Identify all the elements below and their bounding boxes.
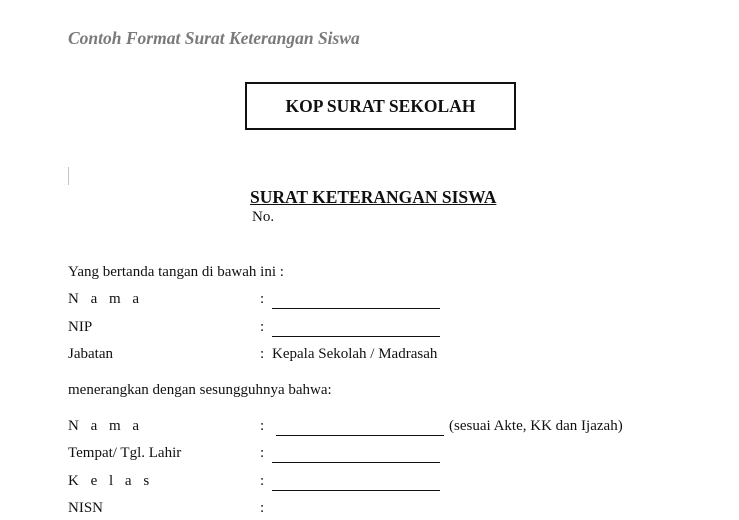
student-nisn-label: NISN [68, 500, 104, 516]
colon: : [260, 500, 265, 516]
document-heading: Contoh Format Surat Keterangan Siswa [68, 28, 360, 48]
colon: : [260, 291, 265, 307]
letter-number-label: No. [252, 209, 275, 225]
student-birth-label: Tempat/ Tgl. Lahir [68, 445, 182, 461]
signer-nip-blank [272, 319, 440, 337]
student-name-note: (sesuai Akte, KK dan Ijazah) [449, 418, 623, 434]
colon: : [260, 346, 265, 362]
colon: : [260, 445, 265, 461]
student-class-row [68, 473, 728, 493]
signer-name-blank [272, 291, 440, 309]
student-name-label: N a m a [68, 418, 144, 434]
student-birth-blank [272, 445, 440, 463]
student-nisn-row [68, 500, 728, 520]
student-name-blank [276, 418, 444, 436]
signer-position-value: Kepala Sekolah / Madrasah [272, 346, 438, 362]
intro-paragraph: Yang bertanda tangan di bawah ini : [68, 264, 284, 280]
signer-name-label: N a m a [68, 291, 144, 307]
statement-paragraph: menerangkan dengan sesungguhnya bahwa: [68, 382, 332, 398]
colon: : [260, 319, 265, 335]
colon: : [260, 473, 265, 489]
colon: : [260, 418, 265, 434]
letterhead-text: KOP SURAT SEKOLAH [285, 95, 476, 116]
signer-nip-label: NIP [68, 319, 93, 335]
student-name-row [68, 418, 728, 438]
student-birth-row [68, 445, 728, 465]
school-letterhead-box [245, 82, 516, 130]
signer-name-row [68, 291, 728, 311]
student-class-label: K e l a s [68, 473, 154, 489]
text-cursor [68, 167, 69, 185]
student-class-blank [272, 473, 440, 491]
signer-nip-row [68, 319, 728, 339]
letter-title: SURAT KETERANGAN SISWA [250, 187, 497, 207]
signer-position-label: Jabatan [68, 346, 113, 362]
signer-position-row [68, 346, 728, 366]
